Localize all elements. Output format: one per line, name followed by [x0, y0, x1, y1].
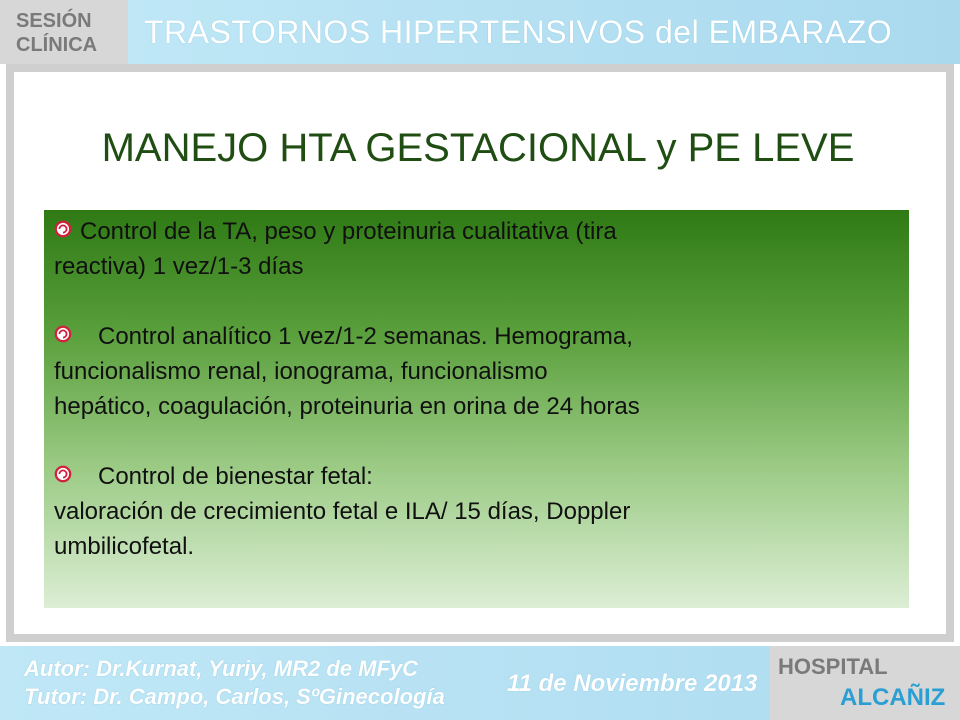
hospital-label: HOSPITAL	[778, 654, 888, 679]
tutor-credit: Tutor: Dr. Campo, Carlos, SºGinecología	[24, 684, 445, 709]
bullet-item	[54, 319, 899, 424]
hospital-logo-panel	[770, 646, 960, 720]
hospital-town: ALCAÑIZ	[840, 684, 946, 711]
bullet-line: Control de la TA, peso y proteinuria cualitativa (tira	[80, 218, 617, 245]
swirl-bullet-icon	[54, 220, 72, 238]
bullet-item	[54, 459, 899, 564]
bullet-line: umbilicofetal.	[54, 533, 195, 560]
bullet-line: reactiva) 1 vez/1-3 días	[54, 253, 304, 280]
swirl-bullet-icon	[54, 325, 72, 343]
bullet-content-box	[44, 210, 909, 608]
slide-title: MANEJO HTA GESTACIONAL y PE LEVE	[101, 126, 855, 170]
author-credit: Autor: Dr.Kurnat, Yuriy, MR2 de MFyC	[24, 656, 419, 681]
bullet-line: hepático, coagulación, proteinuria en orina de 24 horas	[54, 393, 640, 420]
bullet-line: funcionalismo renal, ionograma, funcionalismo	[54, 358, 548, 385]
bullet-item	[54, 214, 899, 284]
bullet-line: valoración de crecimiento fetal e ILA/ 15 días, Doppler	[54, 498, 631, 525]
bullet-line: Control de bienestar fetal:	[98, 463, 373, 490]
presentation-date: 11 de Noviembre 2013	[507, 670, 758, 697]
swirl-bullet-icon	[54, 465, 72, 483]
session-label-panel	[0, 0, 128, 64]
bullet-line: Control analítico 1 vez/1-2 semanas. Hemograma,	[98, 323, 633, 350]
header-banner	[128, 0, 960, 64]
presentation-title: TRASTORNOS HIPERTENSIVOS del EMBARAZO	[144, 13, 893, 50]
footer-banner	[0, 646, 770, 720]
session-label-line1: SESIÓN	[16, 10, 92, 32]
session-label-line2: CLÍNICA	[16, 34, 98, 56]
